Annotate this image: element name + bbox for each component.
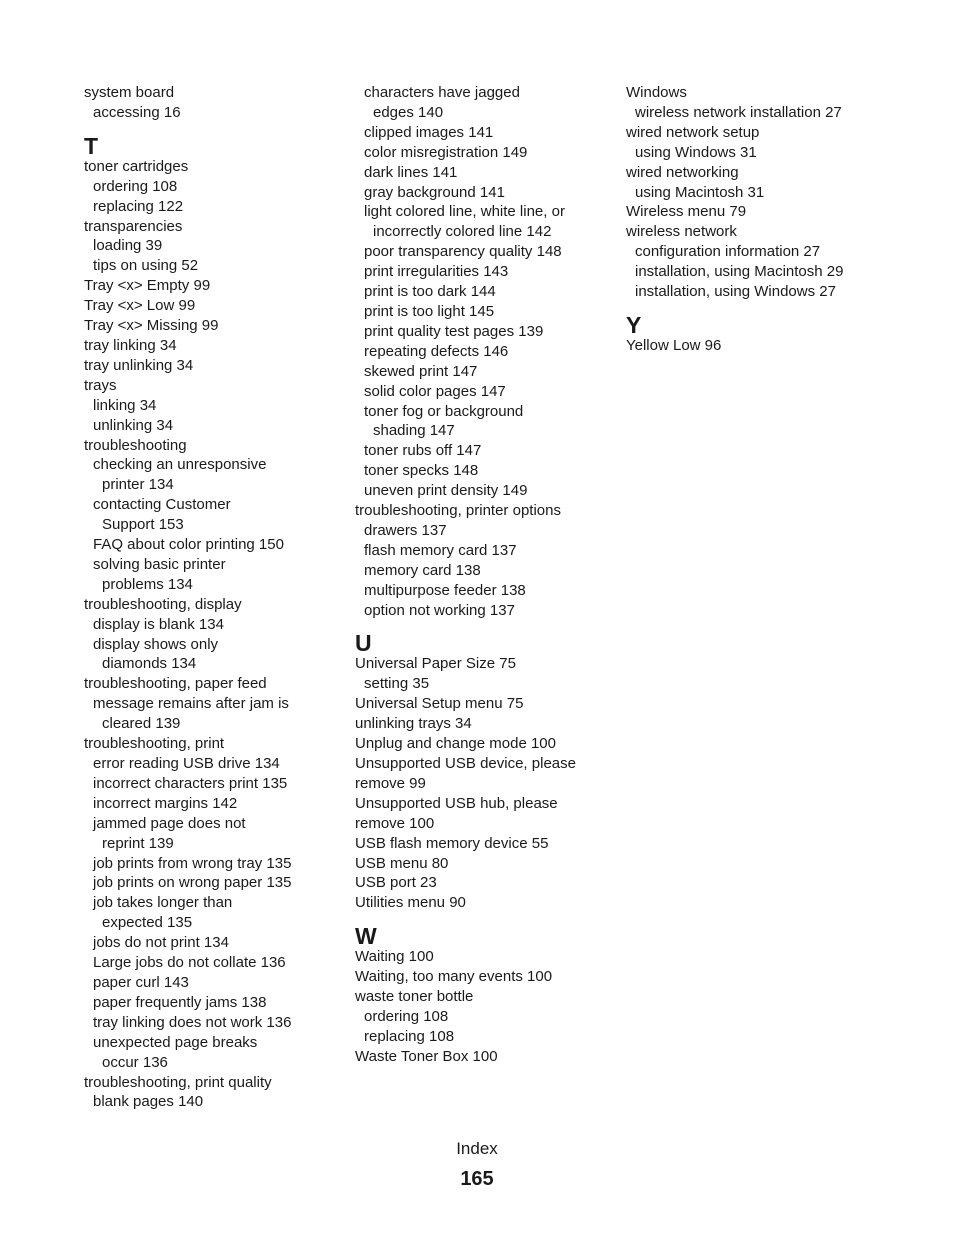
section-letter: T — [84, 132, 99, 159]
index-entry: troubleshooting, display — [84, 595, 242, 613]
index-subentry: display is blank 134 — [93, 615, 224, 633]
index-entry: Utilities menu 90 — [355, 894, 466, 912]
section-letter: W — [355, 923, 377, 950]
index-subentry: toner specks 148 — [364, 462, 479, 480]
index-entry: trays — [84, 376, 117, 394]
index-entry: troubleshooting, print quality — [84, 1073, 272, 1091]
index-entry: Unsupported USB hub, please — [355, 794, 558, 812]
index-subentry: solid color pages 147 — [364, 382, 506, 400]
index-subentry: checking an unresponsive — [93, 456, 267, 474]
index-subentry: job prints on wrong paper 135 — [93, 874, 292, 892]
index-entry: Waiting, too many events 100 — [355, 968, 553, 986]
index-subentry: problems 134 — [102, 575, 193, 593]
index-subentry: installation, using Macintosh 29 — [635, 263, 844, 281]
index-subentry: light colored line, white line, or — [364, 203, 565, 221]
index-subentry: jammed page does not — [93, 814, 246, 832]
index-subentry: unlinking 34 — [93, 416, 174, 434]
index-subentry: poor transparency quality 148 — [364, 243, 562, 261]
index-entry: Unplug and change mode 100 — [355, 735, 556, 753]
index-entry: Windows — [626, 84, 687, 101]
index-subentry: drawers 137 — [364, 521, 447, 539]
index-subentry: color misregistration 149 — [364, 143, 528, 161]
index-entry: wired networking — [626, 163, 739, 181]
index-entry: USB port 23 — [355, 874, 437, 892]
index-subentry: shading 147 — [373, 422, 455, 440]
index-entry: Waste Toner Box 100 — [355, 1047, 498, 1065]
index-entry: Tray <x> Low 99 — [84, 297, 196, 315]
index-subentry: multipurpose feeder 138 — [364, 581, 526, 599]
index-subentry: using Macintosh 31 — [635, 183, 765, 201]
index-subentry: repeating defects 146 — [364, 342, 509, 360]
index-entry: troubleshooting, print — [84, 735, 225, 753]
section-letter: U — [355, 630, 372, 657]
index-subentry: FAQ about color printing 150 — [93, 536, 284, 554]
page-number: 165 — [460, 1168, 494, 1190]
index-subentry: cleared 139 — [102, 715, 181, 733]
index-subentry: ordering 108 — [93, 177, 178, 195]
index-entry: transparencies — [84, 217, 183, 235]
index-column-3 — [626, 83, 896, 356]
index-entry: USB flash memory device 55 — [355, 834, 549, 852]
index-entry: waste toner bottle — [355, 988, 474, 1006]
index-entry: remove 99 — [355, 774, 426, 792]
index-subentry: reprint 139 — [102, 834, 174, 852]
index-subentry: occur 136 — [102, 1053, 168, 1071]
index-subentry: contacting Customer — [93, 496, 231, 514]
index-entry: Yellow Low 96 — [626, 336, 722, 354]
index-entry: Tray <x> Missing 99 — [84, 317, 219, 335]
index-entry: Unsupported USB device, please — [355, 755, 576, 772]
index-entry: Wireless menu 79 — [626, 203, 747, 221]
index-subentry: print irregularities 143 — [364, 263, 509, 281]
index-subentry: toner fog or background — [364, 402, 524, 420]
index-subentry: wireless network installation 27 — [635, 103, 842, 121]
index-subentry: paper frequently jams 138 — [93, 993, 267, 1011]
index-subentry: Support 153 — [102, 516, 184, 534]
index-subentry: error reading USB drive 134 — [93, 755, 280, 772]
index-column-2 — [355, 83, 615, 1067]
index-subentry: option not working 137 — [364, 601, 515, 619]
index-column-1 — [84, 83, 344, 1112]
index-subentry: loading 39 — [93, 237, 163, 255]
index-entry: wired network setup — [626, 123, 760, 141]
section-letter: Y — [626, 311, 642, 338]
index-entry: Universal Setup menu 75 — [355, 695, 524, 713]
index-subentry: Large jobs do not collate 136 — [93, 954, 286, 972]
index-subentry: unexpected page breaks — [93, 1033, 258, 1051]
index-entry: USB menu 80 — [355, 854, 449, 872]
index-subentry: job takes longer than — [93, 894, 233, 912]
index-subentry: solving basic printer — [93, 555, 226, 573]
index-subentry: paper curl 143 — [93, 973, 189, 991]
index-entry: troubleshooting — [84, 436, 187, 454]
index-subentry: using Windows 31 — [635, 143, 757, 161]
index-subentry: tray linking does not work 136 — [93, 1013, 292, 1031]
index-subentry: printer 134 — [102, 476, 174, 494]
index-entry: Tray <x> Empty 99 — [84, 277, 211, 295]
index-subentry: memory card 138 — [364, 561, 481, 579]
index-subentry: print is too light 145 — [364, 302, 495, 320]
index-subentry: linking 34 — [93, 396, 157, 414]
index-subentry: configuration information 27 — [635, 243, 821, 261]
index-subentry: incorrectly colored line 142 — [373, 223, 552, 241]
footer-section-label: Index — [456, 1139, 498, 1158]
index-subentry: expected 135 — [102, 914, 193, 932]
index-subentry: replacing 108 — [364, 1027, 455, 1045]
index-subentry: skewed print 147 — [364, 362, 478, 380]
index-subentry: diamonds 134 — [102, 655, 197, 673]
index-subentry: blank pages 140 — [93, 1093, 204, 1111]
index-subentry: flash memory card 137 — [364, 541, 517, 559]
index-subentry: job prints from wrong tray 135 — [93, 854, 292, 872]
index-entry: tray linking 34 — [84, 336, 177, 354]
index-entry: Universal Paper Size 75 — [355, 655, 516, 673]
index-subentry: clipped images 141 — [364, 123, 494, 141]
index-subentry: setting 35 — [364, 675, 430, 693]
index-subentry: characters have jagged — [364, 84, 520, 101]
index-subentry: incorrect margins 142 — [93, 794, 238, 812]
index-entry: troubleshooting, printer options — [355, 502, 561, 520]
index-entry: system board — [84, 84, 175, 101]
index-subentry: gray background 141 — [364, 183, 505, 201]
index-subentry: message remains after jam is — [93, 695, 289, 713]
index-subentry: display shows only — [93, 635, 219, 653]
index-subentry: edges 140 — [373, 103, 444, 121]
index-entry: troubleshooting, paper feed — [84, 675, 267, 693]
index-entry: tray unlinking 34 — [84, 356, 194, 374]
index-entry: wireless network — [626, 223, 737, 241]
index-subentry: accessing 16 — [93, 103, 181, 121]
index-subentry: print is too dark 144 — [364, 283, 496, 301]
index-entry: unlinking trays 34 — [355, 715, 472, 733]
index-subentry: print quality test pages 139 — [364, 322, 544, 340]
index-entry: Waiting 100 — [355, 948, 434, 966]
index-subentry: installation, using Windows 27 — [635, 283, 836, 301]
index-subentry: jobs do not print 134 — [93, 934, 229, 952]
index-entry: remove 100 — [355, 814, 435, 832]
index-subentry: toner rubs off 147 — [364, 442, 482, 460]
index-subentry: uneven print density 149 — [364, 482, 528, 500]
index-entry: toner cartridges — [84, 157, 189, 175]
index-subentry: tips on using 52 — [93, 257, 199, 275]
index-subentry: incorrect characters print 135 — [93, 774, 288, 792]
index-subentry: dark lines 141 — [364, 163, 458, 181]
index-subentry: ordering 108 — [364, 1007, 449, 1025]
index-subentry: replacing 122 — [93, 197, 184, 215]
